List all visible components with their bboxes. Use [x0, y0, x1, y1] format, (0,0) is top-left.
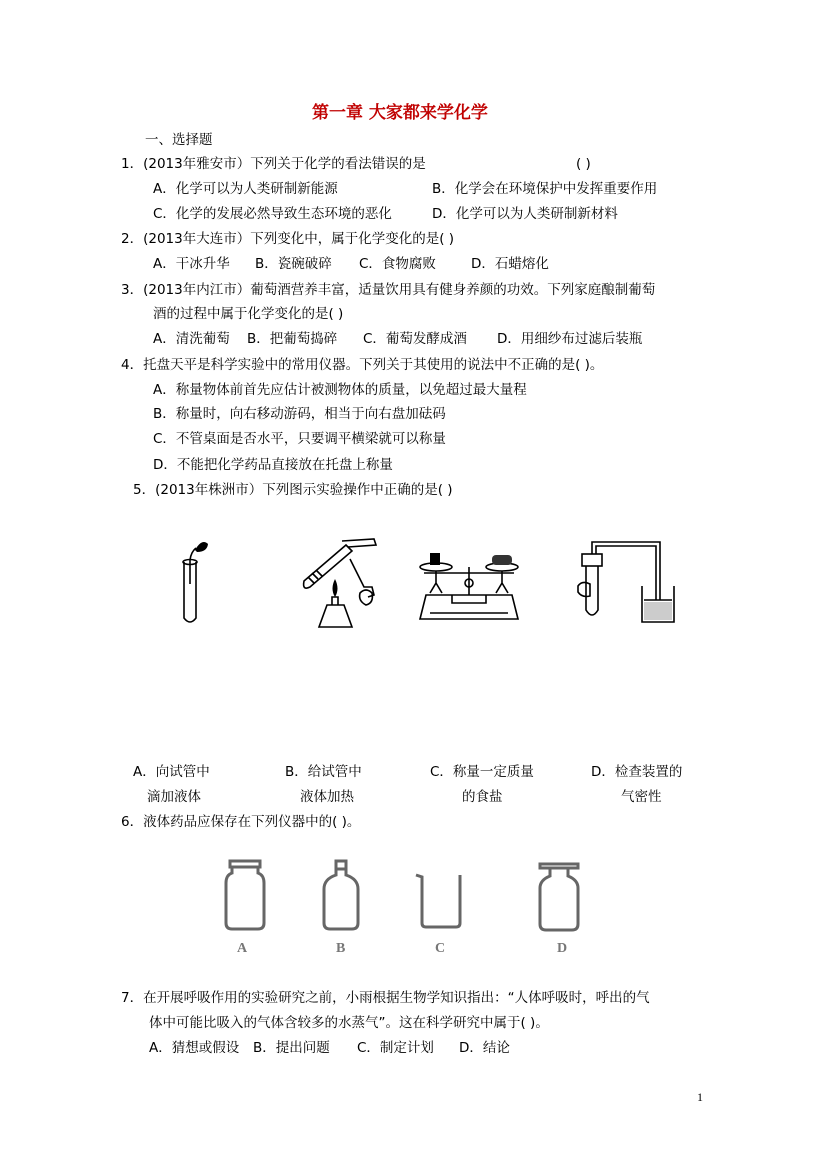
beaker-figure: [414, 871, 464, 929]
section-heading: 一、选择题: [145, 132, 213, 148]
q4-option-b: B．称量时，向右移动游码，相当于向右盘加砝码: [153, 406, 446, 422]
q3-option-a: A．清洗葡萄: [153, 331, 230, 347]
balance-scale-figure: [416, 543, 522, 623]
narrow-mouth-bottle-figure: [320, 859, 362, 931]
q7-option-b: B．提出问题: [253, 1040, 330, 1056]
q7-stem-line2: 体中可能比吸入的气体含较多的水蒸气”。这在科学研究中属于( )。: [149, 1015, 549, 1031]
q1-answer-paren: ( ): [576, 156, 591, 172]
q6-option-labels: [230, 936, 580, 956]
q7-option-a: A．猜想或假设: [149, 1040, 240, 1056]
q5-option-d-line1: D．检查装置的: [591, 764, 683, 780]
q6-label-d: D: [557, 941, 568, 956]
q4-option-c: C．不管桌面是否水平，只要调平横梁就可以称量: [153, 431, 446, 447]
page-title: 第一章 大家都来学化学: [312, 103, 488, 123]
wide-mouth-jar-figure: [222, 859, 268, 931]
q2-option-d: D．石蜡熔化: [471, 256, 549, 272]
q2-option-a: A．干冰升华: [153, 256, 230, 272]
dropper-test-tube-figure: [180, 538, 216, 626]
q7-option-d: D．结论: [459, 1040, 510, 1056]
q4-option-d: D．不能把化学药品直接放在托盘上称量: [153, 457, 393, 473]
heating-test-tube-figure: [294, 537, 384, 629]
q3-option-b: B．把葡萄捣碎: [247, 331, 338, 347]
q5-option-a-line2: 滴加液体: [147, 789, 201, 805]
q5-stem: 5．(2013年株洲市）下列图示实验操作中正确的是( ): [133, 482, 453, 498]
airtightness-check-figure: [578, 540, 678, 626]
q7-stem-line1: 7．在开展呼吸作用的实验研究之前，小雨根据生物学知识指出：“人体呼吸时，呼出的气: [121, 990, 650, 1006]
q1-stem: 1．(2013年雅安市）下列关于化学的看法错误的是: [121, 156, 426, 172]
q5-option-d-line2: 气密性: [621, 789, 662, 805]
q1-option-d: D．化学可以为人类研制新材料: [432, 206, 618, 222]
q2-option-b: B．瓷碗破碎: [255, 256, 332, 272]
q6-stem: 6．液体药品应保存在下列仪器中的( )。: [121, 814, 361, 830]
q1-option-c: C．化学的发展必然导致生态环境的恶化: [153, 206, 392, 222]
q6-label-b: B: [336, 941, 346, 956]
q5-option-c-line2: 的食盐: [462, 789, 503, 805]
q1-option-b: B．化学会在环境保护中发挥重要作用: [432, 181, 658, 197]
q5-option-b-line1: B．给试管中: [285, 764, 362, 780]
q6-label-a: A: [237, 941, 248, 956]
q3-stem-line2: 酒的过程中属于化学变化的是( ): [153, 306, 344, 322]
q6-label-c: C: [435, 941, 446, 956]
q5-option-c-line1: C．称量一定质量: [430, 764, 534, 780]
q3-option-c: C．葡萄发酵成酒: [363, 331, 467, 347]
q2-stem: 2．(2013年大连市）下列变化中，属于化学变化的是( ): [121, 231, 455, 247]
q3-option-d: D．用细纱布过滤后装瓶: [497, 331, 643, 347]
q1-option-a: A．化学可以为人类研制新能源: [153, 181, 338, 197]
q4-stem: 4．托盘天平是科学实验中的常用仪器。下列关于其使用的说法中不正确的是( )。: [121, 357, 604, 373]
q7-option-c: C．制定计划: [357, 1040, 434, 1056]
q5-option-a-line1: A．向试管中: [133, 764, 210, 780]
q5-option-b-line2: 液体加热: [300, 789, 354, 805]
q2-option-c: C．食物腐败: [359, 256, 436, 272]
q4-option-a: A．称量物体前首先应估计被测物体的质量，以免超过最大量程: [153, 382, 527, 398]
page-number: 1: [697, 1090, 703, 1104]
q3-stem-line1: 3．(2013年内江市）葡萄酒营养丰富，适量饮用具有健身养颜的功效。下列家庭酿制葡萄: [121, 282, 656, 298]
dropper-bottle-figure: [536, 862, 582, 932]
